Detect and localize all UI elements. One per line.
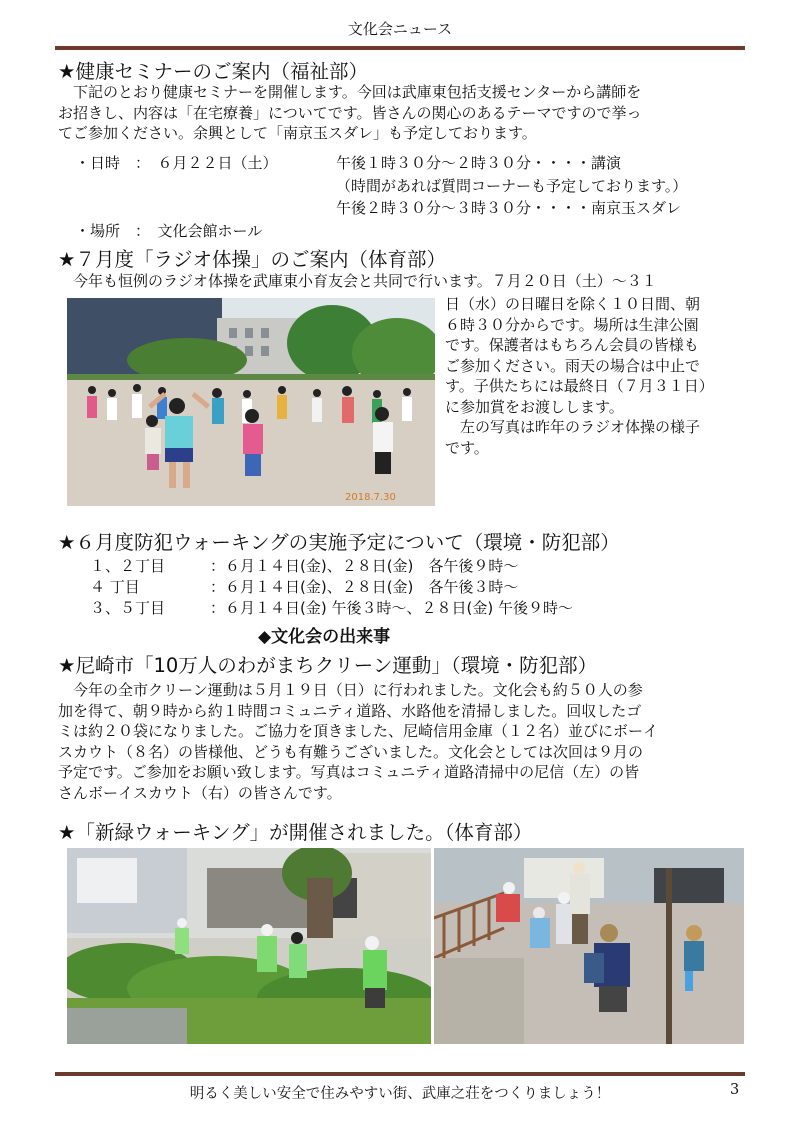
cleanup-photo-right [434,848,744,1044]
patrol-area: ３、５丁目 [90,599,166,617]
footer-slogan: 明るく美しい安全で住みやすい街、武庫之荘をつくりましょう！ [189,1086,611,1102]
body-line: 加を得て、朝９時から約１時間コミュニティ道路、水路他を清掃しました。回収したゴ [58,701,642,720]
radio-exercise-body [445,294,745,458]
body-line: です。保護者はもちろん会員の皆様も [445,336,699,354]
body-line: ご参加ください。雨天の場合は中止で [445,356,701,375]
body-line: 左の写真は昨年のラジオ体操の様子 [445,418,701,436]
radio-exercise-intro: 今年も恒例のラジオ体操を武庫東小育友会と共同で行います。７月２０日（土）～３１ [58,272,657,290]
body-line: に参加賞をお渡しします。 [445,397,624,416]
radio-exercise-heading: ★７月度「ラジオ体操」のご案内（体育部） [58,248,446,271]
body-line: 日（水）の日曜日を除く１０日間、朝 [445,295,701,313]
newsletter-title: 文化会ニュース [347,20,453,38]
body-line: す。子供たちには最終日（７月３１日） [445,377,714,395]
cleanup-photo-left [67,848,431,1044]
seminar-date: ・日時 ： ６月２２日（土） [75,154,278,172]
clean-campaign-heading: ★尼崎市「10万人のわがまちクリーン運動」（環境・防犯部） [58,654,598,677]
page-number: 3 [730,1082,740,1098]
body-line: てご参加ください。余興として「南京玉スダレ」も予定しております。 [58,124,537,142]
top-divider [55,46,745,50]
body-line: スカウト（８名）の皆様他、どうも有難うございました。文化会としては次回は９月の [58,742,644,761]
green-walking-heading: ★「新緑ウォーキング」が開催されました。（体育部） [58,821,533,844]
body-line: さんボーイスカウト（右）の皆さんです。 [58,783,342,802]
body-line: 予定です。ご参加をお願い致します。写真はコミュニティ道路清掃中の尼信（左）の皆 [58,763,640,781]
seminar-qa-note: （時間があれば質問コーナーも予定しております。） [336,177,688,195]
crime-prevention-heading: ★６月度防犯ウォーキングの実施予定について（環境・防犯部） [58,531,620,554]
events-section-heading: ◆文化会の出来事 [258,627,391,647]
seminar-time-lecture: 午後１時３０分～２時３０分・・・・講演 [336,154,622,172]
patrol-schedule: ：６月１４日(金)、２８日(金) 各午後９時～ [210,557,519,575]
patrol-schedule: ：６月１４日(金) 午後３時～、２８日(金) 午後９時～ [210,599,573,617]
patrol-area: １、２丁目 [90,557,166,575]
health-seminar-heading: ★健康セミナーのご案内（福祉部） [58,60,368,83]
bottom-divider [55,1072,745,1076]
health-seminar-body [58,82,748,144]
clean-campaign-body [58,680,748,803]
photo-date-stamp: 2018.7.30 [345,492,396,503]
body-line: 下記のとおり健康セミナーを開催します。今回は武庫東包括支援センターから講師を [58,83,642,101]
seminar-place: ・場所 ： 文化会館ホール [75,222,263,240]
body-line: です。 [445,438,489,457]
patrol-area: ４ 丁目 [90,578,140,596]
seminar-time-sudare: 午後２時３０分～３時３０分・・・・南京玉スダレ [336,199,682,217]
body-line: お招きし、内容は「在宅療養」についてです。皆さんの関心のあるテーマですので挙っ [58,103,642,122]
radio-exercise-photo [67,298,435,506]
body-line: 今年の全市クリーン運動は５月１９日（日）に行われました。文化会も約５０人の参 [58,681,643,699]
body-line: ミは約２０袋になりました。ご協力を頂きました、尼崎信用金庫（１２名）並びにボーイ [58,722,659,740]
body-line: ６時３０分からです。場所は生津公園 [445,315,699,334]
patrol-schedule: ：６月１４日(金)、２８日(金) 各午後３時～ [210,578,519,596]
